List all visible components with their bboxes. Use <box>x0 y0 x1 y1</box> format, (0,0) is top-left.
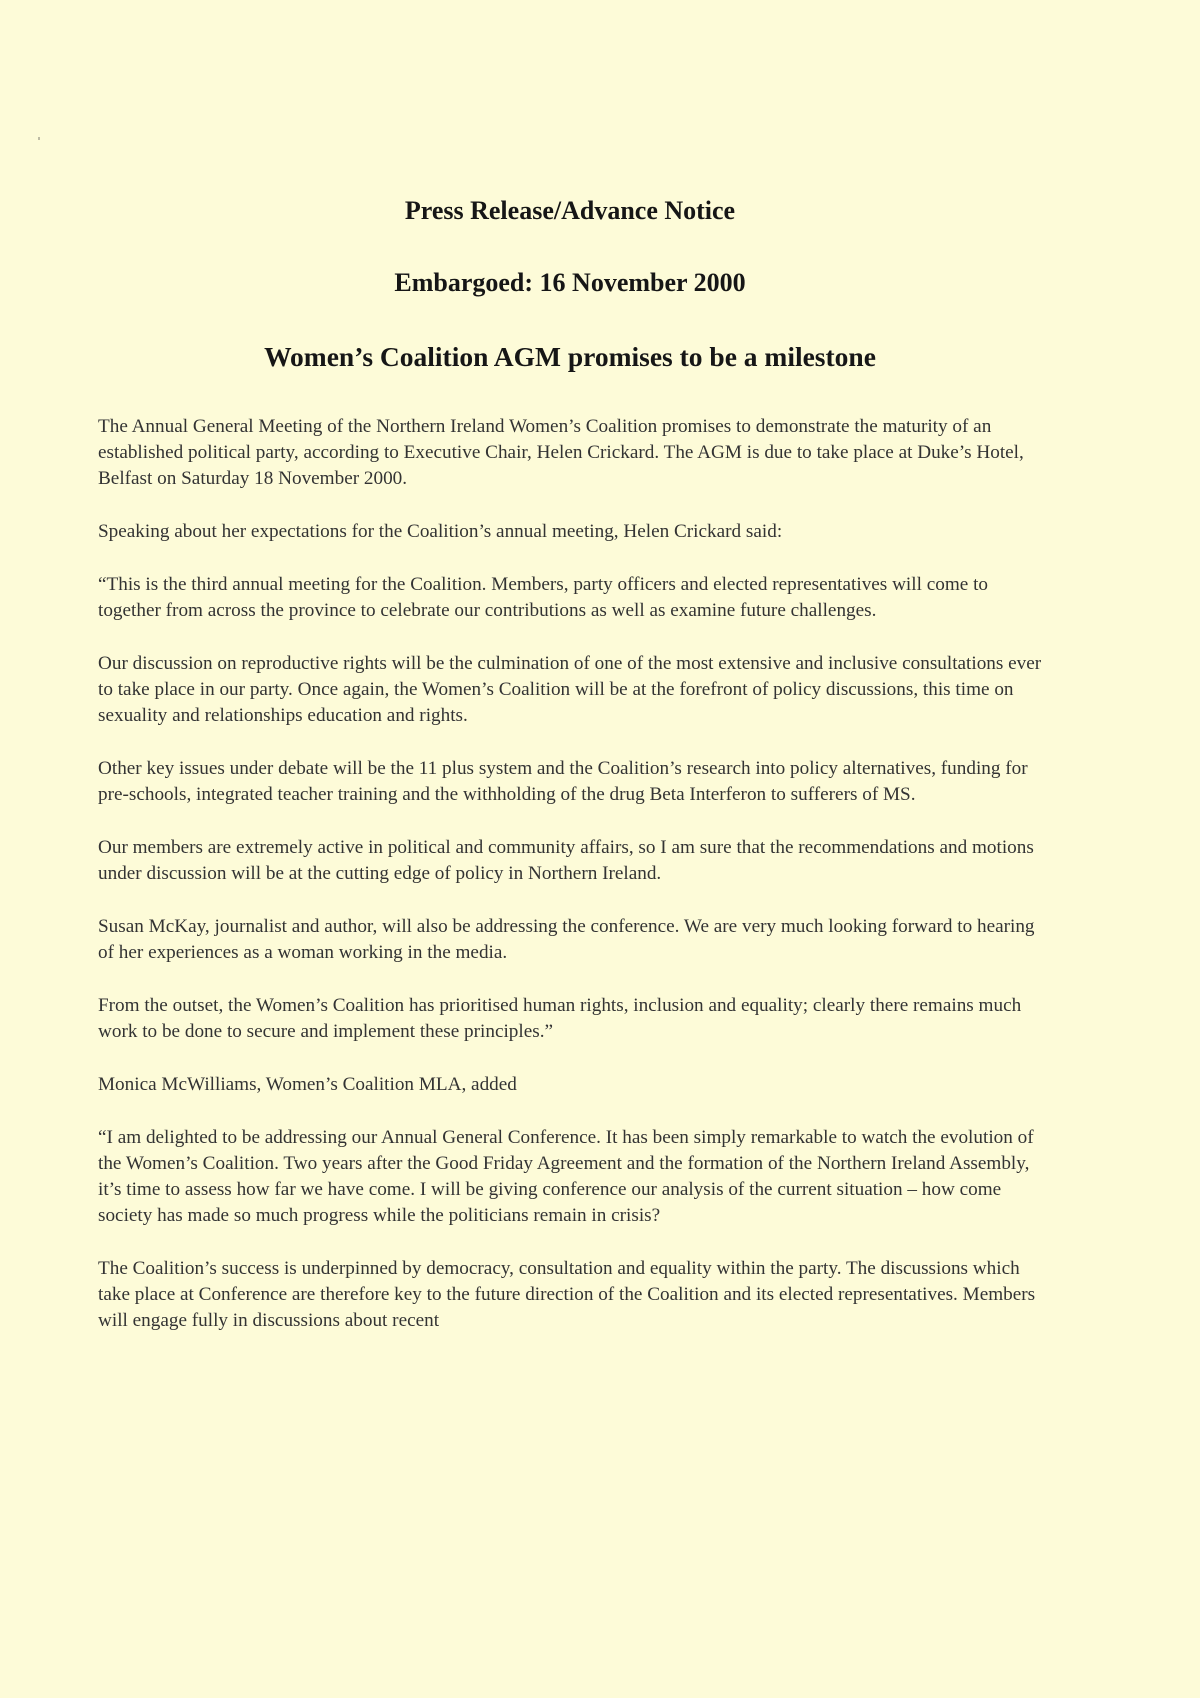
paragraph-mcwilliams-quote: “I am delighted to be addressing our Annual General Conference. It has been simply remarkable to watch the evolution of the Women’s Coalition. Two years after the Good Friday Agreement and the formation of the Northern Ireland Assembly, it’s time to assess how far we have come. I will be giving conference our analysis of the current situation – how come society has made so much progress while the politicians remain in crisis? <box>98 1127 1034 1226</box>
paragraph-susan-mckay: Susan McKay, journalist and author, will also be addressing the conference. We are very much looking forward to hearing of her experiences as a woman working in the media. <box>98 916 1035 963</box>
paragraph-quote-start: “This is the third annual meeting for the Coalition. Members, party officers and elected representatives will come to together from across the province to celebrate our contributions as well as examine future challenges. <box>98 574 988 621</box>
paragraph-intro: The Annual General Meeting of the Northern Ireland Women’s Coalition promises to demonstrate the maturity of an established political party, according to Executive Chair, Helen Crickard. The AGM is due to take place at Duke’s Hotel, Belfast on Saturday 18 November 2000. <box>98 416 1024 489</box>
paragraph-key-issues: Other key issues under debate will be the 11 plus system and the Coalition’s research into policy alternatives, funding for pre-schools, integrated teacher training and the withholding of the drug Beta Interferon to sufferers of MS. <box>98 758 1028 805</box>
paragraph-success: The Coalition’s success is underpinned by democracy, consultation and equality within the party. The discussions which take place at Conference are therefore key to the future direction of the Coalition and its elected representatives. Members will engage fully in discussions about recent <box>98 1258 1036 1331</box>
headline: Women’s Coalition AGM promises to be a milestone <box>264 341 876 372</box>
paragraph-speaking: Speaking about her expectations for the Coalition’s annual meeting, Helen Crickard said: <box>98 521 783 542</box>
scan-speck <box>38 137 40 140</box>
embargo-date-heading: Embargoed: 16 November 2000 <box>394 268 746 297</box>
release-type-heading: Press Release/Advance Notice <box>404 196 736 225</box>
paragraph-members-active: Our members are extremely active in political and community affairs, so I am sure that the recommendations and motions under discussion will be at the cutting edge of policy in Northern Ireland. <box>98 837 1034 884</box>
release-body <box>98 414 1046 1361</box>
paragraph-reproductive-rights: Our discussion on reproductive rights will be the culmination of one of the most extensive and inclusive consultations ever to take place in our party. Once again, the Women’s Coalition will be at the forefront of policy discussions, this time on sexuality and relationships education and rights. <box>98 653 1042 726</box>
paragraph-mcwilliams-intro: Monica McWilliams, Women’s Coalition MLA, added <box>98 1074 517 1095</box>
paragraph-outset: From the outset, the Women’s Coalition has prioritised human rights, inclusion and equality; clearly there remains much work to be done to secure and implement these principles.” <box>98 995 1022 1042</box>
